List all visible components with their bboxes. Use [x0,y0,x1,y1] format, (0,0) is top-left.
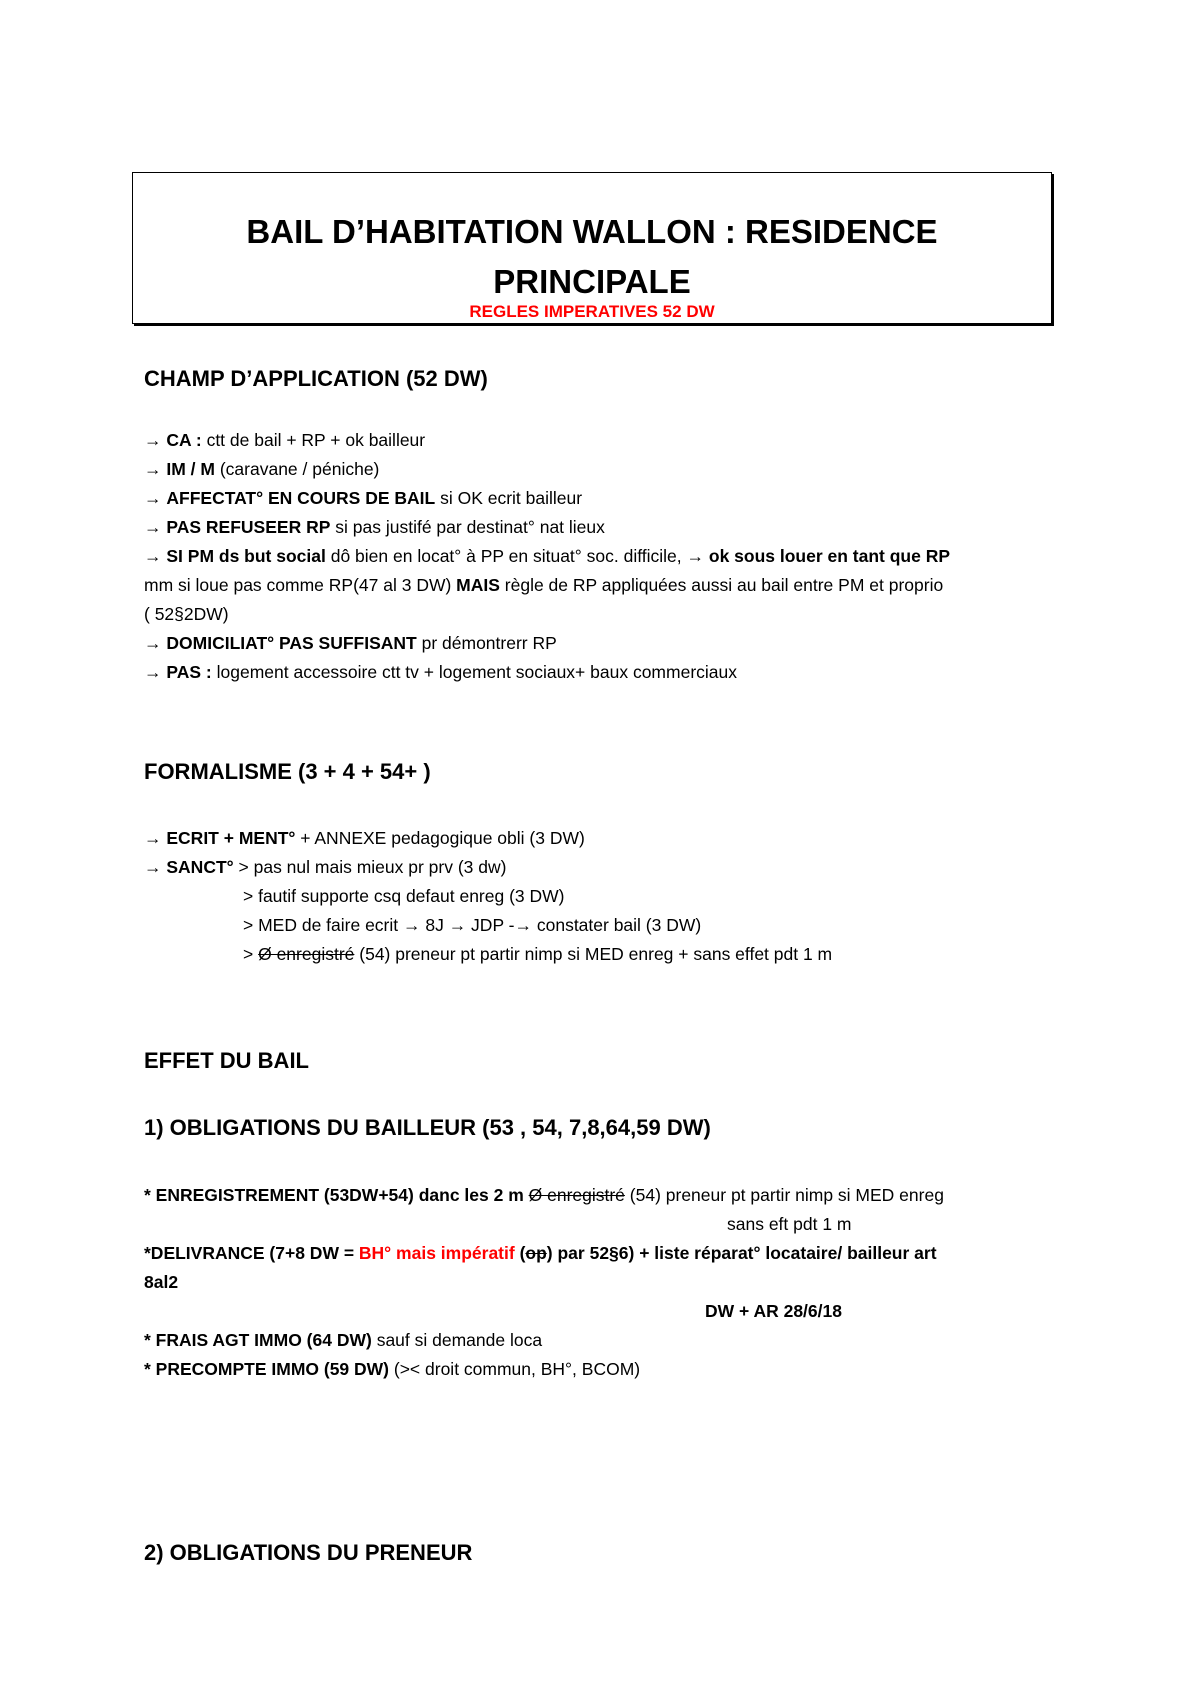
text-run: ctt de bail + RP + ok bailleur [201,430,426,450]
text-run: DW + AR 28/6/18 [705,1301,842,1321]
text-run: si pas justifé par destinat° nat lieux [330,517,605,537]
text-line-refuser [144,515,605,539]
text-run: → [144,828,167,848]
text-run: > MED de faire ecrit → 8J → JDP -→ constater bail (3 DW) [243,915,702,935]
text-run: ok sous louer en tant que RP [708,546,951,566]
text-run: ) par 52§6) + liste réparat° locataire/ bailleur art [546,1243,937,1263]
text-run: Ø enregistré [528,1185,625,1205]
text-run: * PRECOMPTE IMMO (59 DW) [144,1359,390,1379]
text-run: → [144,857,167,877]
title-box [132,172,1052,324]
text-run: ( [514,1243,526,1263]
text-run: → [144,488,167,508]
text-run: → [144,633,167,653]
text-run: * ENREGISTREMENT (53DW+54) danc les 2 m [144,1185,529,1205]
text-run: * FRAIS AGT IMMO (64 DW) [144,1330,372,1350]
text-run: CA : [166,430,202,450]
text-run: > fautif supporte csq defaut enreg (3 DW) [243,886,565,906]
text-line-precompte [144,1357,640,1381]
document-title [133,173,1051,307]
text-run: (>< droit commun, BH°, BCOM) [389,1359,641,1379]
text-line-im [144,457,379,481]
text-run: (54) preneur pt partir nimp si MED enreg + sans effet pdt 1 m [354,944,833,964]
section-champ-application: CHAMP D’APPLICATION (52 DW) [144,366,488,391]
text-run: → [144,459,167,479]
text-run: pr démontrerr RP [416,633,557,653]
text-run: > pas nul mais mieux pr prv (3 dw) [233,857,507,877]
text-line-frais [144,1328,542,1352]
text-run: → [144,662,167,682]
text-line-pm3 [144,602,229,626]
text-run: 8al2 [144,1272,179,1292]
text-line-pas [144,660,737,684]
section-effet-du-bail: EFFET DU BAIL [144,1048,309,1073]
text-run: SI PM ds but social [166,546,326,566]
text-run: si OK ecrit bailleur [435,488,583,508]
text-run: ECRIT + MENT° [166,828,296,848]
document-subtitle: REGLES IMPERATIVES 52 DW [469,302,715,321]
text-line-enregistrement2 [727,1212,852,1236]
title-line-2: PRINCIPALE [493,263,691,300]
section-obligations-bailleur: 1) OBLIGATIONS DU BAILLEUR (53 , 54, 7,8,64,59 DW) [144,1115,711,1140]
text-run: logement accessoire ctt tv + logement sociaux+ baux commerciaux [211,662,737,682]
text-run: + ANNEXE pedagogique obli (3 DW) [295,828,585,848]
text-run: → [144,546,167,566]
text-run: > [243,944,259,964]
text-run: sans eft pdt 1 m [727,1214,852,1234]
text-run: MAIS [456,575,500,595]
text-line-ca [144,428,425,452]
text-run: (caravane / péniche) [214,459,380,479]
text-run: règle de RP appliquées aussi au bail entre PM et proprio [499,575,944,595]
text-line-domicil [144,631,557,655]
text-run: PAS REFUSEER RP [166,517,331,537]
text-run: (54) preneur pt partir nimp si MED enreg [624,1185,944,1205]
text-run: PAS : [166,662,212,682]
text-run: SANCT° [166,857,234,877]
text-run: sauf si demande loca [371,1330,543,1350]
text-run: mm si loue pas comme RP(47 al 3 DW) [144,575,457,595]
text-run: IM / M [166,459,215,479]
title-line-1: BAIL D’HABITATION WALLON : RESIDENCE [246,213,938,250]
text-line-med [243,913,701,937]
text-line-enregistrement1 [144,1183,944,1207]
text-line-affectat [144,486,582,510]
text-line-pm2 [144,573,943,597]
text-line-pm1 [144,544,950,568]
text-run: AFFECTAT° EN COURS DE BAIL [166,488,436,508]
text-run: → [144,517,167,537]
text-run: Ø enregistré [258,944,355,964]
section-obligations-preneur: 2) OBLIGATIONS DU PRENEUR [144,1540,473,1565]
text-line-fautif [243,884,565,908]
text-run: dô bien en locat° à PP en situat° soc. difficile, → [325,546,709,566]
text-run: BH° mais impératif [358,1243,515,1263]
text-run: → [144,430,167,450]
text-line-delivrance2 [144,1270,178,1294]
text-run: DOMICILIAT° PAS SUFFISANT [166,633,417,653]
section-formalisme: FORMALISME (3 + 4 + 54+ ) [144,759,431,784]
text-line-delivrance1 [144,1241,937,1265]
text-line-sanct [144,855,506,879]
text-run: *DELIVRANCE (7+8 DW = [144,1243,359,1263]
text-line-delivrance3 [705,1299,842,1323]
text-run: op [525,1243,547,1263]
text-line-ecrit [144,826,585,850]
text-run: ( 52§2DW) [144,604,229,624]
text-line-enreg [243,942,832,966]
